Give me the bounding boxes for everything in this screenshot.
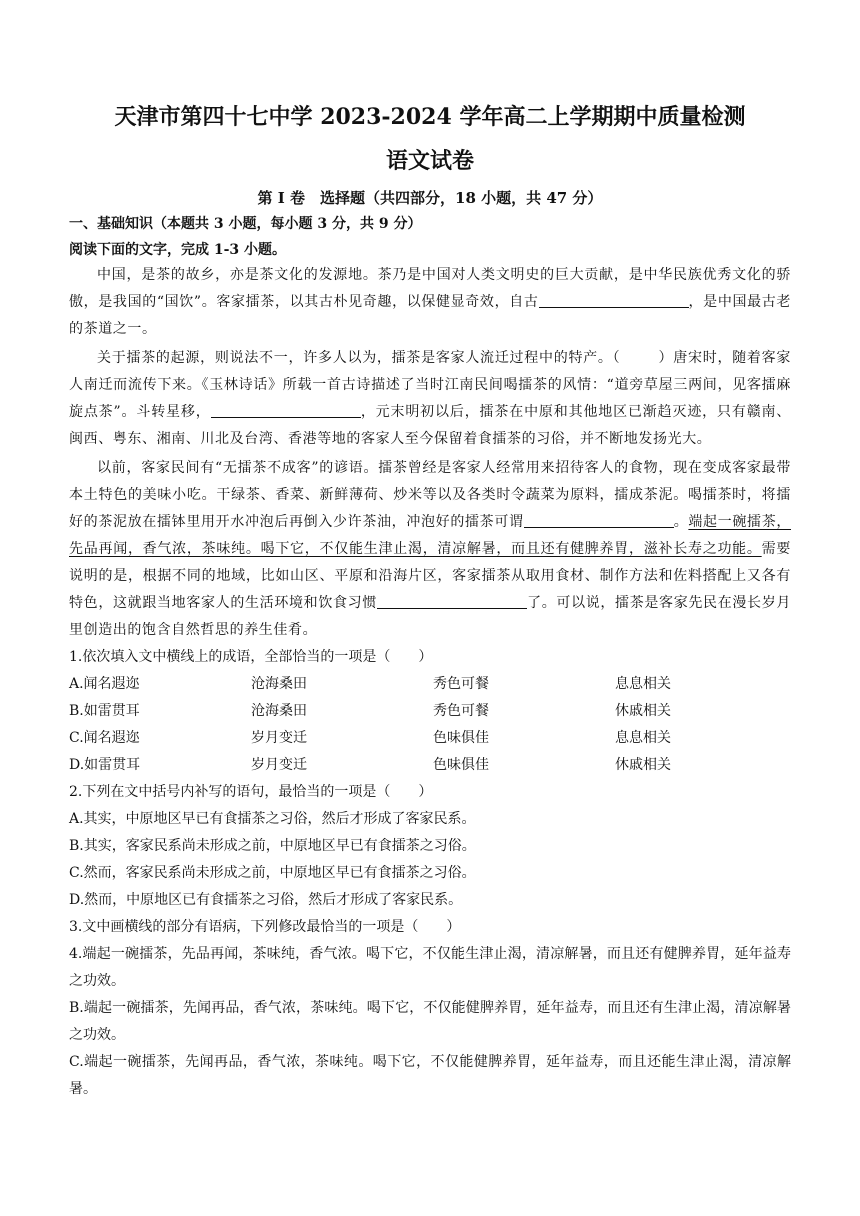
exam-page bbox=[69, 96, 791, 1103]
option-cell: 色味俱佳 bbox=[433, 730, 489, 746]
q3-option-b: B.端起一碗擂茶，先闻再品，香气浓，茶味纯。喝下它，不仅能健脾养胃，延年益寿，而且还有生津止渴，清凉解暑之功效。 bbox=[69, 1000, 791, 1043]
passage-text: ，元末明初以后，擂茶在中原和其他地区已渐趋灭迹，只有赣南、闽西、粤东、湘南、川北及台湾、香港等地的客家人至今保留着食擂茶的习俗，并不断地发扬光大。 bbox=[69, 404, 791, 447]
answer-blank bbox=[524, 511, 674, 528]
q1-option-row bbox=[69, 725, 791, 752]
q3-option-c: C.端起一碗擂茶，先闻再品，香气浓，茶味纯。喝下它，不仅能健脾养胃，延年益寿，而且还能生津止渴，清凉解暑。 bbox=[69, 1054, 791, 1097]
passage-text: 中国，是茶的故乡，亦是茶文化的发源地。茶乃是中国对人类文明史的巨大贡献，是中华民族优秀文化的骄傲，是我国的“国饮”。客家擂茶，以其古朴见奇趣，以保健显奇效，自古 bbox=[69, 267, 791, 310]
answer-blank bbox=[211, 401, 361, 418]
q2-option-b: B.其实，客家民系尚未形成之前，中原地区早已有食擂茶之习俗。 bbox=[69, 838, 476, 854]
passage-text: 以前，客家民间有“无擂茶不成客”的谚语。擂茶曾经是客家人经常用来招待客人的食物，现在变成客家最带本土特色的美味小吃。干绿茶、香菜、新鲜薄荷、炒米等以及各类时令蔬菜为原料，擂成茶泥。喝擂茶时，将擂好的茶泥放在擂钵里用开水冲泡后再倒入少许茶油，冲泡好的擂茶可谓 bbox=[69, 460, 791, 530]
q1-option-row bbox=[69, 752, 791, 779]
passage-text: 需要说明的是，根据不同的地域，比如山区、平原和沿海片区，客家擂茶从取用食材、制作方法和佐料搭配上又各有特色，这就跟当地客家人的生活环境和饮食习惯 bbox=[69, 541, 791, 611]
q2-option-a: A.其实，中原地区早已有食擂茶之习俗，然后才形成了客家民系。 bbox=[69, 811, 476, 827]
option-cell: 色味俱佳 bbox=[433, 757, 489, 773]
option-cell: 岁月变迁 bbox=[251, 730, 307, 746]
passage-text: 了。可以说，擂茶是客家先民在漫长岁月里创造出的饱含自然哲思的养生佳肴。 bbox=[69, 595, 791, 638]
passage-text: 关于擂茶的起源，则说法不一，许多人以为，擂茶是客家人流迁过程中的特产。（ bbox=[97, 350, 621, 366]
passage-paragraph-1 bbox=[69, 262, 791, 343]
passage-text: ，是中国最古老的茶道之一。 bbox=[69, 294, 791, 337]
q1-option-row bbox=[69, 671, 791, 698]
question-1: 1.依次填入文中横线上的成语，全部恰当的一项是（ ） bbox=[69, 649, 433, 665]
passage-text: ）唐宋时，随着客家人南迁而流传下来。《玉林诗话》所载一首古诗描述了当时江南民间喝擂茶的风情：“道旁草屋三两间，见客擂麻旋点茶”。斗转星移， bbox=[69, 350, 791, 420]
option-cell: D.如雷贯耳 bbox=[69, 757, 141, 773]
question-3: 3.文中画横线的部分有语病，下列修改最恰当的一项是（ ） bbox=[69, 919, 461, 935]
passage-paragraph-2 bbox=[69, 345, 791, 453]
exam-subtitle: 语文试卷 bbox=[385, 148, 474, 174]
q1-option-row bbox=[69, 698, 791, 725]
option-cell: 沧海桑田 bbox=[251, 676, 307, 692]
answer-blank bbox=[377, 592, 527, 609]
q2-option-d: D.然而，中原地区已有食擂茶之习俗，然后才形成了客家民系。 bbox=[69, 892, 463, 908]
option-cell: 沧海桑田 bbox=[251, 703, 307, 719]
part-heading: 第 I 卷 选择题（共四部分，18 小题，共 47 分） bbox=[257, 189, 603, 207]
underlined-sentence: 端起一碗擂茶，先品再闻，香气浓，茶味纯。喝下它，不仅能生津止渴，清凉解暑，而且还有健脾养胃，滋补长寿之功能。 bbox=[69, 514, 791, 557]
option-cell: A.闻名遐迩 bbox=[69, 676, 140, 692]
section-heading: 一、基础知识（本题共 3 小题，每小题 3 分，共 9 分） bbox=[69, 216, 422, 232]
option-cell: 息息相关 bbox=[615, 730, 671, 746]
answer-blank bbox=[539, 291, 689, 308]
option-cell: 息息相关 bbox=[615, 676, 671, 692]
option-cell: 秀色可餐 bbox=[433, 676, 489, 692]
option-cell: 岁月变迁 bbox=[251, 757, 307, 773]
option-cell: 休戚相关 bbox=[615, 703, 671, 719]
passage-text: 。 bbox=[673, 514, 689, 530]
reading-instruction: 阅读下面的文字，完成 1-3 小题。 bbox=[69, 242, 287, 258]
exam-title: 天津市第四十七中学 2023-2024 学年高二上学期期中质量检测 bbox=[114, 104, 746, 130]
q2-option-c: C.然而，客家民系尚未形成之前，中原地区早已有食擂茶之习俗。 bbox=[69, 865, 476, 881]
option-cell: C.闻名遐迩 bbox=[69, 730, 140, 746]
option-cell: B.如雷贯耳 bbox=[69, 703, 140, 719]
q3-option-a: 4.端起一碗擂茶，先品再闻，茶味纯，香气浓。喝下它，不仅能生津止渴，清凉解暑，而且还有健脾养胃，延年益寿之功效。 bbox=[69, 946, 791, 989]
question-2: 2.下列在文中括号内补写的语句，最恰当的一项是（ ） bbox=[69, 784, 433, 800]
option-cell: 休戚相关 bbox=[615, 757, 671, 773]
passage-paragraph-3 bbox=[69, 455, 791, 644]
option-cell: 秀色可餐 bbox=[433, 703, 489, 719]
